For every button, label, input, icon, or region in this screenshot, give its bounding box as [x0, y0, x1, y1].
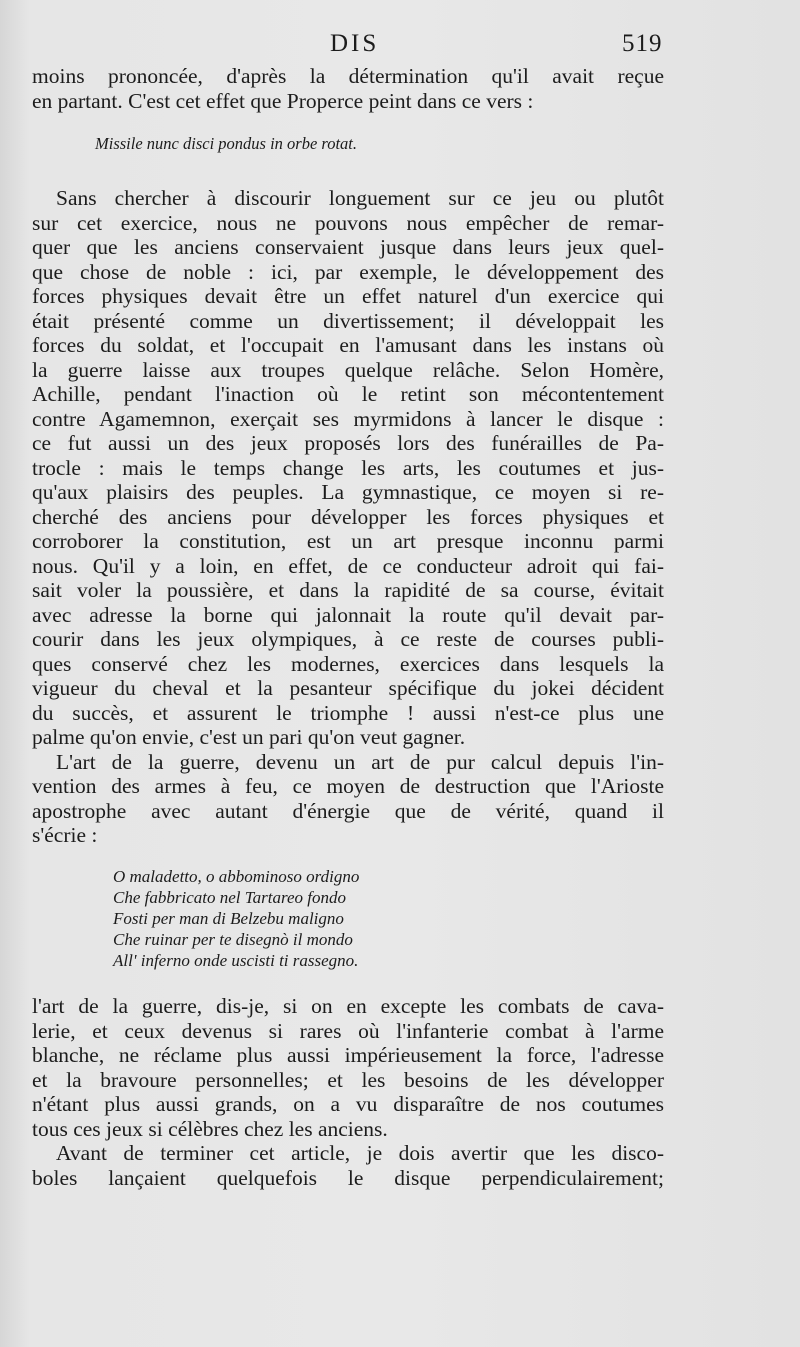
- text-line: n'étant plus aussi grands, on a vu disparaître de nos coutumes: [32, 1092, 664, 1116]
- text-line: l'art de la guerre, dis-je, si on en excepte les combats de cava-: [32, 994, 664, 1018]
- text-line: et la bravoure personnelles; et les besoins de les développer: [32, 1067, 664, 1092]
- text-line: ques conservé chez les modernes, exercices dans lesquels la: [32, 651, 664, 676]
- text-line: L'art de la guerre, devenu un art de pur calcul depuis l'in-: [56, 749, 664, 774]
- text-line: la guerre laisse aux troupes quelque relâche. Selon Homère,: [32, 357, 664, 382]
- text-line: blanche, ne réclame plus aussi impérieusement la force, l'adresse: [32, 1043, 664, 1067]
- text-line: corroborer la constitution, est un art presque inconnu parmi: [32, 529, 664, 553]
- verse-line: O maladetto, o abbominoso ordigno: [113, 867, 360, 886]
- text-line: que chose de noble : ici, par exemple, le développement des: [32, 259, 664, 284]
- paragraph-3: [32, 994, 664, 1190]
- text-line: courir dans les jeux olympiques, à ce reste de courses publi-: [32, 627, 664, 651]
- running-head: DIS: [330, 30, 380, 57]
- text-line: Sans chercher à discourir longuement sur ce jeu ou plutôt: [56, 186, 664, 210]
- verse-line: Fosti per man di Belzebu maligno: [113, 909, 344, 928]
- text-line: était présenté comme un divertissement; il développait les: [32, 308, 664, 333]
- text-line: forces du soldat, et l'occupait en l'amusant dans les instans où: [32, 333, 664, 357]
- text-line: contre Agamemnon, exerçait ses myrmidons à lancer le disque :: [32, 406, 664, 431]
- text-line: vention des armes à feu, ce moyen de destruction que l'Arioste: [32, 774, 664, 798]
- page-number: 519: [622, 30, 663, 57]
- text-line: forces physiques devait être un effet naturel d'un exercice qui: [32, 284, 664, 308]
- verse-line: All' inferno onde uscisti ti rassegno.: [113, 951, 359, 970]
- text-line: Achille, pendant l'inaction où le retint son mécontentement: [32, 382, 664, 406]
- latin-quotation: Missile nunc disci pondus in orbe rotat.: [95, 134, 358, 153]
- text-line: cherché des anciens pour développer les forces physiques et: [32, 504, 664, 529]
- text-line: qu'aux plaisirs des peuples. La gymnastique, ce moyen si re-: [32, 480, 664, 504]
- text-line: s'écrie :: [32, 823, 98, 847]
- text-line: trocle : mais le temps change les arts, les coutumes et jus-: [32, 455, 664, 480]
- italian-verse: [113, 866, 359, 971]
- verse-line: Che ruinar per te disegnò il mondo: [113, 930, 353, 949]
- text-line: tous ces jeux si célèbres chez les anciens.: [32, 1116, 388, 1141]
- text-line: ce fut aussi un des jeux proposés lors des funérailles de Pa-: [32, 431, 664, 455]
- text-line: moins prononcée, d'après la détermination qu'il avait reçue: [32, 64, 664, 88]
- text-line: vigueur du cheval et la pesanteur spécifique du jokei décident: [32, 676, 664, 700]
- text-line: lerie, et ceux devenus si rares où l'infanterie combat à l'arme: [32, 1018, 664, 1043]
- page-header: [0, 30, 800, 64]
- text-line: boles lançaient quelquefois le disque perpendiculairement;: [32, 1165, 664, 1190]
- text-line: en partant. C'est cet effet que Properce peint dans ce vers :: [32, 88, 534, 113]
- text-line: palme qu'on envie, c'est un pari qu'on veut gagner.: [32, 725, 466, 749]
- paragraph-top: [32, 64, 664, 113]
- text-line: du succès, et assurent le triomphe ! aussi n'est-ce plus une: [32, 700, 664, 725]
- text-line: apostrophe avec autant d'énergie que de vérité, quand il: [32, 798, 664, 823]
- verse-line: Che fabbricato nel Tartareo fondo: [113, 888, 346, 907]
- text-line: Avant de terminer cet article, je dois avertir que les disco-: [56, 1141, 664, 1165]
- text-line: nous. Qu'il y a loin, en effet, de ce conducteur adroit qui fai-: [32, 553, 664, 578]
- text-line: sait voler la poussière, et dans la rapidité de sa course, évitait: [32, 578, 664, 602]
- text-line: quer que les anciens conservaient jusque dans leurs jeux quel-: [32, 235, 664, 259]
- paragraph-1: [32, 186, 664, 848]
- text-line: avec adresse la borne qui jalonnait la route qu'il devait par-: [32, 602, 664, 627]
- text-line: sur cet exercice, nous ne pouvons nous empêcher de remar-: [32, 210, 664, 235]
